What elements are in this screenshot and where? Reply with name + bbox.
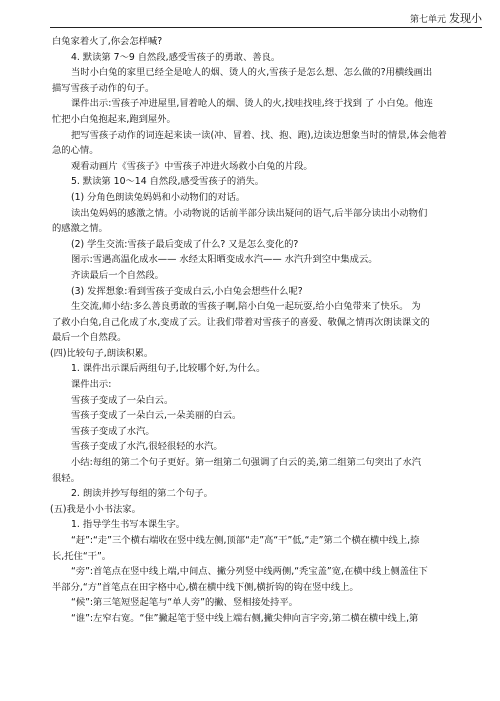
- text-line: 最后一个自然段。: [52, 332, 127, 344]
- text-line: 1. 指导学生书写本课生字。: [71, 519, 186, 531]
- text-line: 图示:雪遇高温化成水—— 水经太阳晒变成水汽—— 水汽升到空中集成云。: [71, 254, 378, 266]
- text-line: (1) 分角色朗读兔妈妈和小动物们的对话。: [71, 191, 246, 203]
- text-line: “谁”:左窄右宽。“隹”撇起笔于竖中线上端右侧,撇尖伸向言字旁,第二横在横中线上,第: [71, 612, 419, 624]
- text-line: 观看动画片《雪孩子》中雪孩子冲进火场救小白兔的片段。: [71, 160, 313, 172]
- text-line: 半部分,“方”首笔点在田字格中心,横在横中线下侧,横折钩的钩在竖中线上。: [52, 581, 359, 593]
- document-body: [52, 34, 480, 627]
- text-line: “赶”:“走”三个横右端收在竖中线左侧,顶部“走”高“干”低,“走”第二个横在横中线上,捺: [71, 535, 420, 546]
- text-line: 了救小白兔,自己化成了水,变成了云。让我们带着对雪孩子的喜爱、敬佩之情再次朗读课文的: [52, 316, 430, 328]
- text-line: 1. 课件出示课后两组句子,比较哪个好,为什么。: [71, 363, 266, 375]
- text-line: 生交流,师小结:多么善良勇敢的雪孩子啊,陪小白兔一起玩耍,给小白兔带来了快乐。 为: [71, 301, 421, 313]
- header-rule: [50, 27, 482, 28]
- text-line: 忙把小白兔抱起来,跑到屋外。: [52, 113, 176, 125]
- text-line: 白兔家着火了,你会怎样喊?: [52, 36, 163, 47]
- unit-label: 第七单元: [409, 15, 446, 25]
- text-line: (3) 发挥想象:看到雪孩子变成白云,小白兔会想些什么呢?: [71, 285, 303, 297]
- text-line: 雪孩子变成了水汽。: [71, 425, 155, 437]
- page-header: [410, 10, 482, 26]
- text-line: “旁”:首笔点在竖中线上端,中间点、撇分列竖中线两侧,“秃宝盖”宽,在横中线上侧盖住下: [71, 566, 428, 578]
- text-line: 很轻。: [52, 472, 80, 484]
- section-heading: (五)我是小小书法家。: [50, 503, 141, 515]
- text-line: 雪孩子变成了一朵白云,一朵美丽的白云。: [71, 410, 242, 422]
- text-line: 把写雪孩子动作的词连起来读一读(冲、冒着、找、抱、跑),边读边想象当时的情景,体会他着: [71, 129, 447, 141]
- text-line: 课件出示:: [71, 379, 112, 391]
- text-line: “候”:第三笔短竖起笔与“单人旁”的撇、竖相接处持平。: [71, 597, 298, 609]
- section-title: 发现小: [449, 12, 482, 25]
- text-line: 课件出示:雪孩子冲进屋里,冒着呛人的烟、烫人的火,找哇找哇,终于找到 了 小白兔。他连: [71, 98, 433, 110]
- text-line: 2. 朗读并抄写每组的第二个句子。: [71, 488, 213, 500]
- text-line: 5. 默读第 10～14 自然段,感受雪孩子的消失。: [71, 176, 265, 188]
- text-line: 雪孩子变成了水汽,很轻很轻的水汽。: [71, 441, 223, 453]
- text-line: 雪孩子变成了一朵白云。: [71, 394, 174, 406]
- text-line: 小结:每组的第二个句子更好。第一组第二句强调了白云的美,第二组第二句突出了水汽: [71, 457, 422, 469]
- text-line: 4. 默读第 7～9 自然段,感受雪孩子的勇敢、善良。: [71, 51, 281, 63]
- text-line: 长,托住“干”。: [52, 550, 112, 562]
- text-line: (2) 学生交流:雪孩子最后变成了什么? 又是怎么变化的?: [71, 238, 299, 250]
- section-heading: (四)比较句子,朗读积累。: [50, 347, 154, 359]
- text-line: 齐读最后一个自然段。: [71, 269, 164, 281]
- text-line: 当时小白兔的家里已经全是呛人的烟、烫人的火,雪孩子是怎么想、怎么做的?用横线画出: [71, 67, 433, 79]
- text-line: 描写雪孩子动作的句子。: [52, 82, 155, 94]
- text-line: 读出兔妈妈的感激之情。小动物说的话前半部分读出疑问的语气,后半部分读出小动物们: [71, 207, 428, 219]
- text-line: 急的心情。: [52, 145, 99, 157]
- text-line: 的感激之情。: [52, 223, 108, 235]
